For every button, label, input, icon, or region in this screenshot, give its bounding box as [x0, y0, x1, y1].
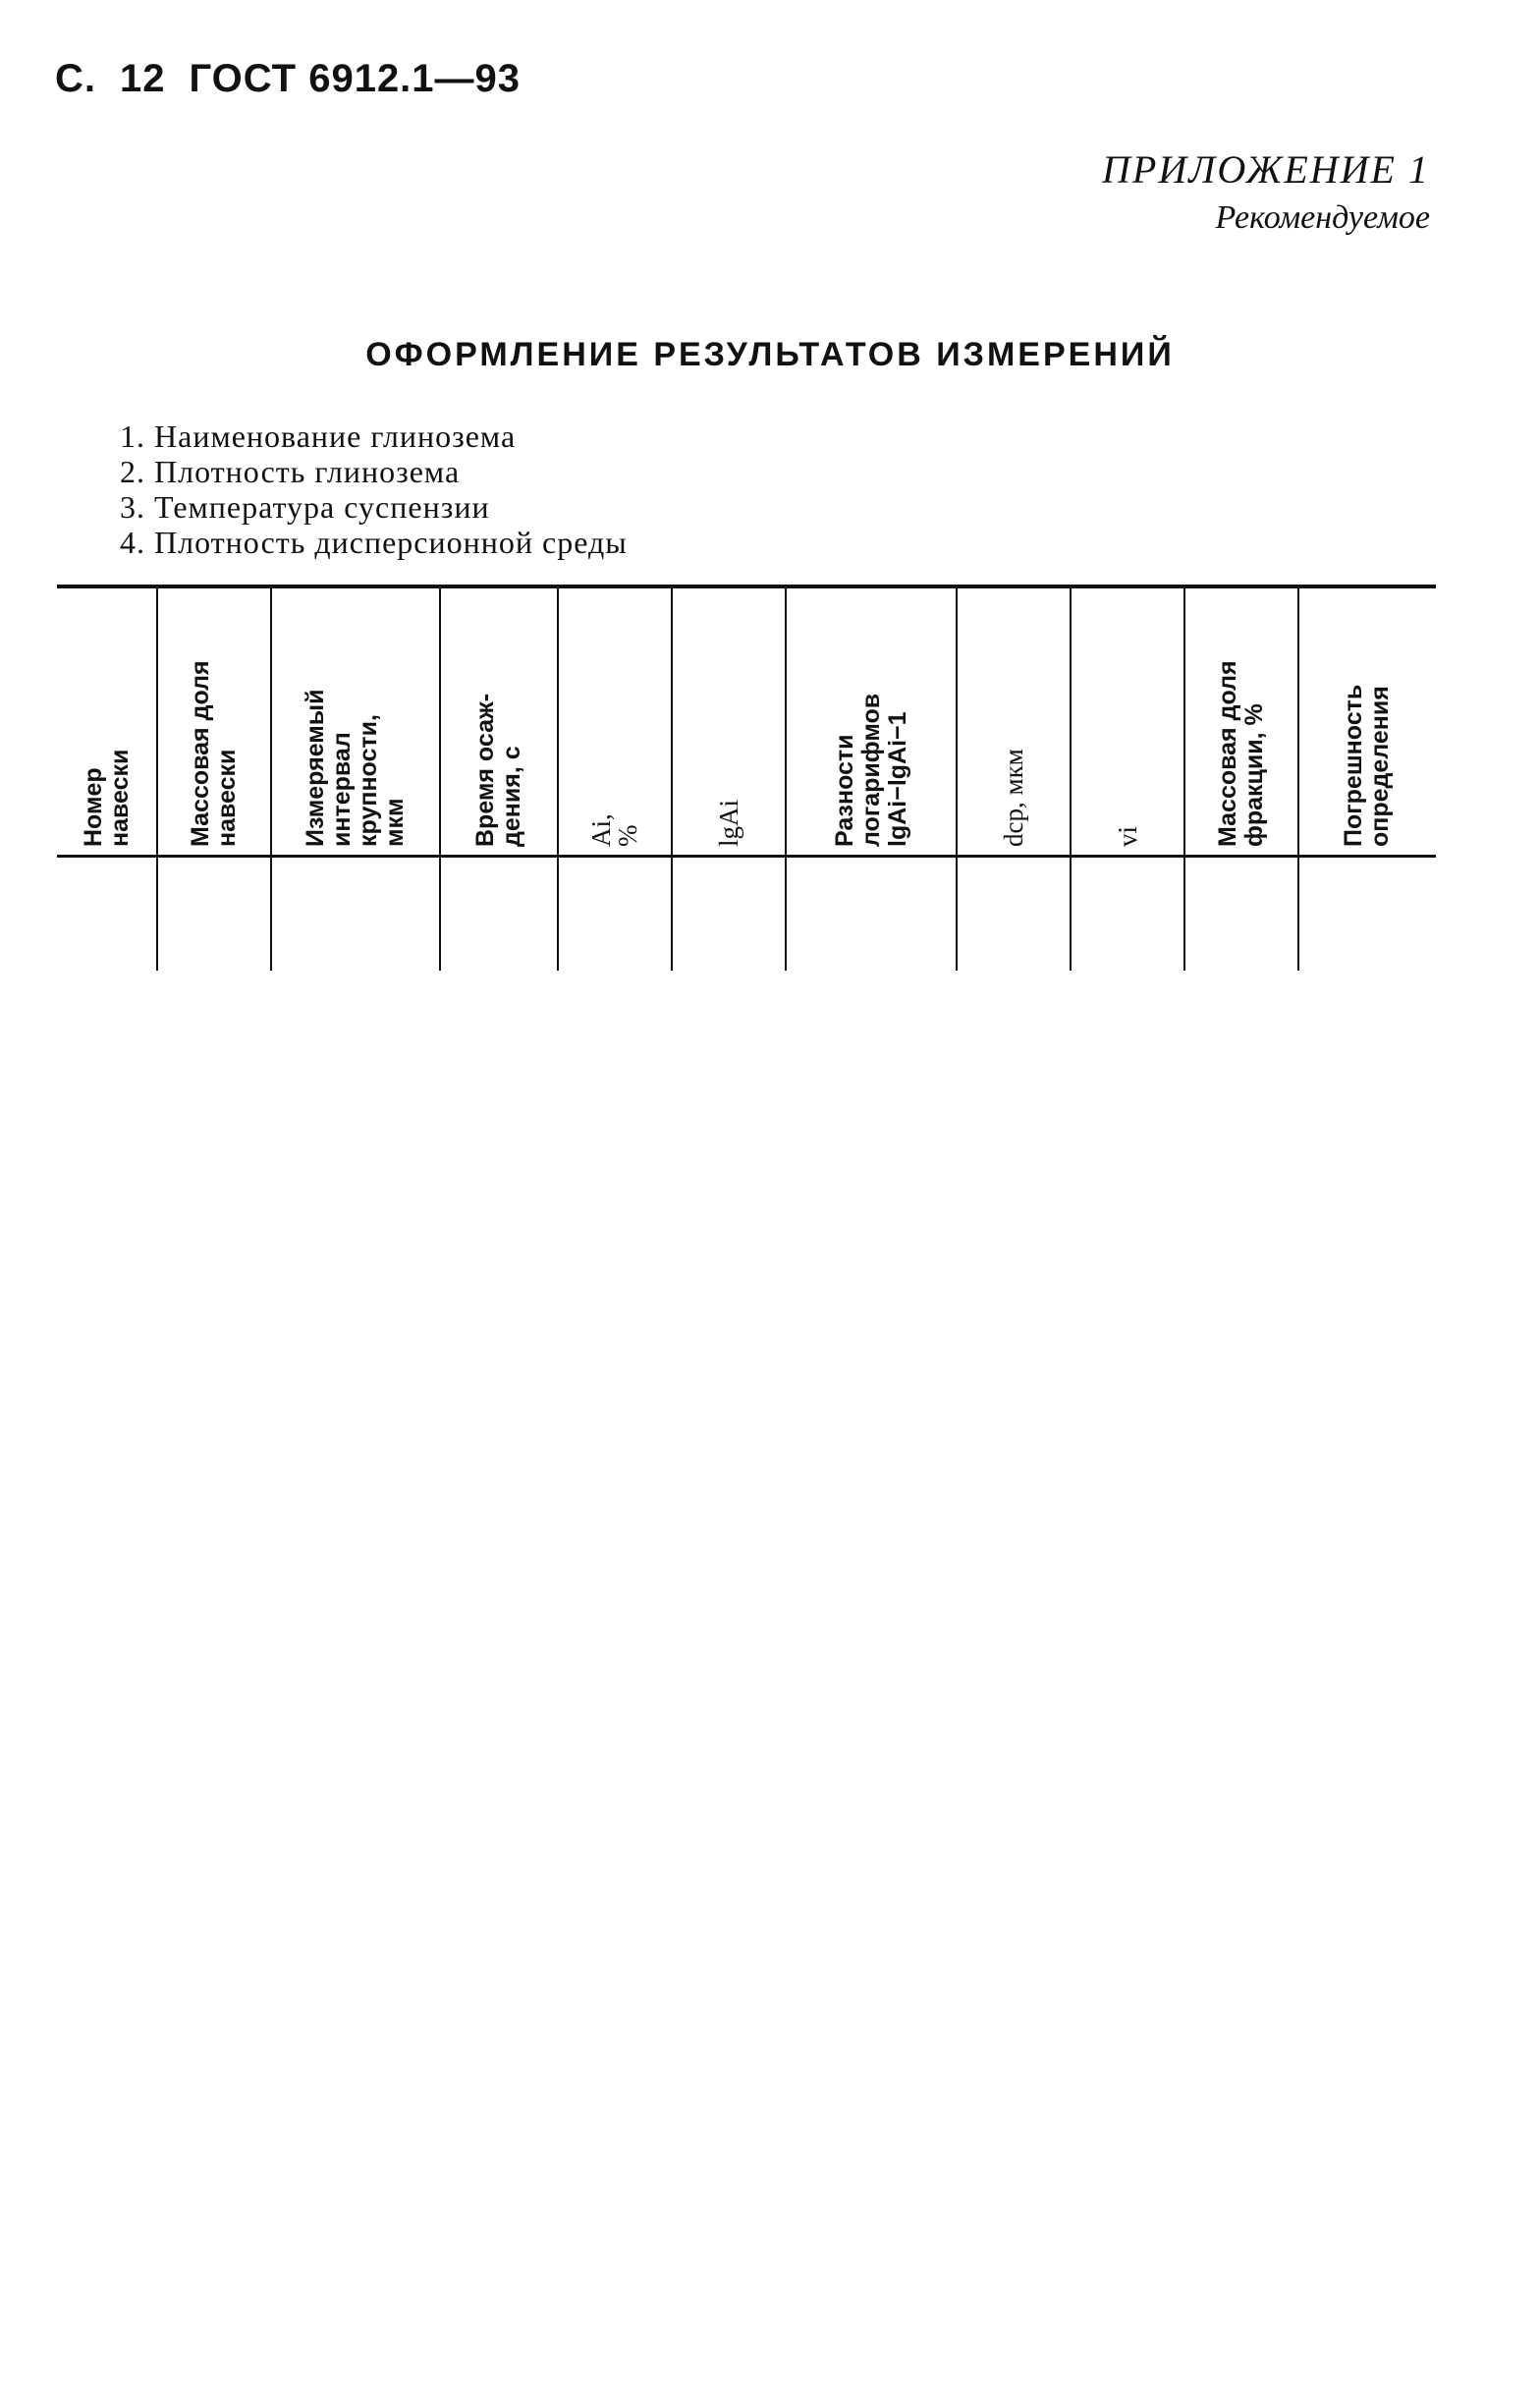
- table-header-line: Номер: [80, 767, 107, 847]
- appendix-label: [1102, 145, 1430, 242]
- table-header-cell: [57, 589, 157, 853]
- table-header-line: мкм: [381, 798, 409, 847]
- table-header-line: навески: [213, 749, 241, 847]
- table-header-line: Разности: [830, 734, 858, 847]
- table-header-cell: [440, 589, 558, 853]
- table-header-line: Измеряемый: [302, 689, 329, 847]
- table-header-cell: [271, 589, 440, 853]
- section-title: ОФОРМЛЕНИЕ РЕЗУЛЬТАТОВ ИЗМЕРЕНИЙ: [365, 336, 1175, 373]
- appendix-subtitle: Рекомендуемое: [1215, 199, 1430, 236]
- table-header-line: крупности,: [355, 714, 382, 847]
- table-body-divider: [1297, 858, 1299, 971]
- table-header-cell: [1071, 589, 1184, 853]
- table-header-line: dср, мкм: [998, 749, 1028, 847]
- table-body-divider: [439, 858, 441, 971]
- table-body-divider: [270, 858, 272, 971]
- table-header-line: lgAi: [713, 799, 743, 847]
- page-number: 12: [120, 57, 166, 100]
- table-body-divider: [1070, 858, 1072, 971]
- table-body-divider: [785, 858, 787, 971]
- list-item: 1. Наименование глинозема: [120, 418, 517, 454]
- appendix-title: ПРИЛОЖЕНИЕ 1: [1102, 147, 1430, 192]
- list-item: 3. Температура суспензии: [120, 489, 490, 525]
- table-header-line: %: [613, 824, 642, 847]
- table-header-line: Погрешность: [1340, 684, 1367, 847]
- table-header-cell: [1298, 589, 1436, 853]
- table-body-divider: [156, 858, 158, 971]
- table-header-line: Массовая доля: [187, 660, 214, 847]
- list-item: 2. Плотность глинозема: [120, 454, 461, 489]
- table-header-cell: [558, 589, 672, 853]
- table-header-line: lgAi−lgAi−1: [883, 711, 911, 847]
- table-body-divider: [1183, 858, 1185, 971]
- table-body-divider: [671, 858, 673, 971]
- table-top-rule: [57, 585, 1436, 588]
- standard-code: ГОСТ 6912.1—93: [189, 57, 522, 100]
- table-header-line: дения, с: [498, 746, 525, 847]
- table-header-rule: [57, 855, 1436, 858]
- table-header-line: Время осаж-: [471, 693, 499, 847]
- table-header-line: определения: [1366, 686, 1394, 847]
- table-header-line: логарифмов: [856, 693, 885, 847]
- table-header-line: vi: [1112, 825, 1142, 847]
- list-item: 4. Плотность дисперсионной среды: [120, 525, 628, 560]
- table-header-cell: [1184, 589, 1298, 853]
- page-label: С.: [55, 57, 96, 100]
- table-header-line: интервал: [328, 732, 356, 847]
- table-body-divider: [956, 858, 958, 971]
- table-header-line: навески: [106, 749, 134, 847]
- table-header-line: Ai,: [586, 813, 616, 847]
- table-header-cell: [786, 589, 957, 853]
- item-list: [120, 418, 628, 560]
- table-header-cell: [957, 589, 1071, 853]
- table-header-line: фракции, %: [1240, 703, 1268, 847]
- table-body-divider: [557, 858, 559, 971]
- table-header-line: Массовая доля: [1214, 660, 1241, 847]
- page-header: [55, 57, 544, 101]
- table-header-cell: [672, 589, 786, 853]
- table-header-cell: [157, 589, 271, 853]
